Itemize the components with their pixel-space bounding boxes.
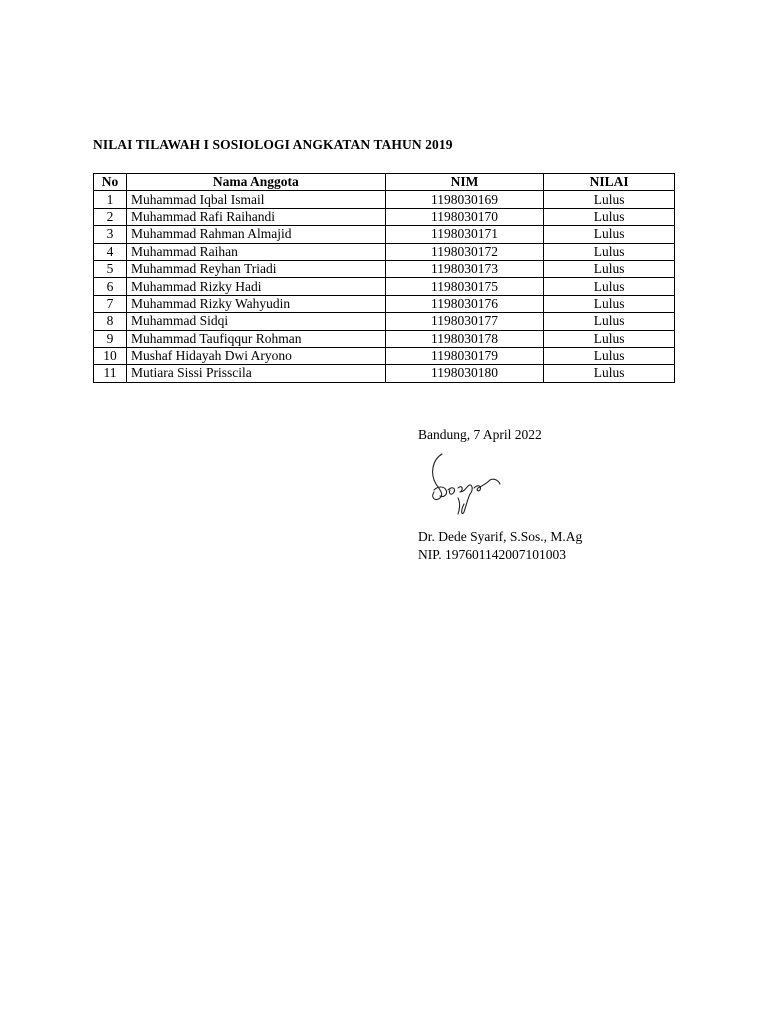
cell-name: Muhammad Sidqi: [126, 313, 385, 330]
cell-nim: 1198030173: [385, 260, 544, 277]
header-nim: NIM: [385, 174, 544, 191]
cell-name: Muhammad Rizky Hadi: [126, 278, 385, 295]
table-row: [94, 191, 675, 208]
cell-name: Muhammad Raihan: [126, 243, 385, 260]
cell-no: 9: [94, 330, 127, 347]
table-row: [94, 226, 675, 243]
cell-nilai: Lulus: [544, 313, 675, 330]
cell-nilai: Lulus: [544, 243, 675, 260]
table-header-row: [94, 174, 675, 191]
grades-table: [93, 173, 675, 383]
signature-image: [420, 450, 510, 522]
cell-nilai: Lulus: [544, 208, 675, 225]
table-row: [94, 347, 675, 364]
cell-name: Mutiara Sissi Prisscila: [126, 365, 385, 382]
table-row: [94, 260, 675, 277]
header-name: Nama Anggota: [126, 174, 385, 191]
cell-no: 2: [94, 208, 127, 225]
cell-name: Mushaf Hidayah Dwi Aryono: [126, 347, 385, 364]
cell-no: 8: [94, 313, 127, 330]
place-date: Bandung, 7 April 2022: [418, 427, 542, 442]
cell-nilai: Lulus: [544, 347, 675, 364]
document-title: NILAI TILAWAH I SOSIOLOGI ANGKATAN TAHUN 2019: [93, 137, 453, 152]
cell-no: 10: [94, 347, 127, 364]
signer-nip: NIP. 197601142007101003: [418, 547, 567, 562]
cell-nim: 1198030170: [385, 208, 544, 225]
table-row: [94, 295, 675, 312]
cell-nim: 1198030178: [385, 330, 544, 347]
cell-name: Muhammad Iqbal Ismail: [126, 191, 385, 208]
header-nilai: NILAI: [544, 174, 675, 191]
cell-no: 6: [94, 278, 127, 295]
cell-nim: 1198030176: [385, 295, 544, 312]
table-row: [94, 330, 675, 347]
cell-name: Muhammad Rizky Wahyudin: [126, 295, 385, 312]
cell-nilai: Lulus: [544, 295, 675, 312]
cell-name: Muhammad Taufiqqur Rohman: [126, 330, 385, 347]
cell-nim: 1198030177: [385, 313, 544, 330]
cell-nim: 1198030171: [385, 226, 544, 243]
cell-nim: 1198030179: [385, 347, 544, 364]
cell-no: 4: [94, 243, 127, 260]
cell-nilai: Lulus: [544, 226, 675, 243]
cell-nilai: Lulus: [544, 330, 675, 347]
table-row: [94, 208, 675, 225]
cell-nilai: Lulus: [544, 278, 675, 295]
signer-name: Dr. Dede Syarif, S.Sos., M.Ag: [418, 529, 583, 544]
cell-nilai: Lulus: [544, 365, 675, 382]
table-row: [94, 365, 675, 382]
table-row: [94, 243, 675, 260]
cell-no: 5: [94, 260, 127, 277]
header-no: No: [94, 174, 127, 191]
cell-name: Muhammad Reyhan Triadi: [126, 260, 385, 277]
cell-nim: 1198030180: [385, 365, 544, 382]
cell-no: 11: [94, 365, 127, 382]
cell-nim: 1198030175: [385, 278, 544, 295]
cell-no: 1: [94, 191, 127, 208]
cell-no: 7: [94, 295, 127, 312]
cell-nim: 1198030172: [385, 243, 544, 260]
cell-nim: 1198030169: [385, 191, 544, 208]
cell-nilai: Lulus: [544, 260, 675, 277]
cell-name: Muhammad Rafi Raihandi: [126, 208, 385, 225]
table-row: [94, 313, 675, 330]
cell-no: 3: [94, 226, 127, 243]
cell-name: Muhammad Rahman Almajid: [126, 226, 385, 243]
cell-nilai: Lulus: [544, 191, 675, 208]
table-row: [94, 278, 675, 295]
